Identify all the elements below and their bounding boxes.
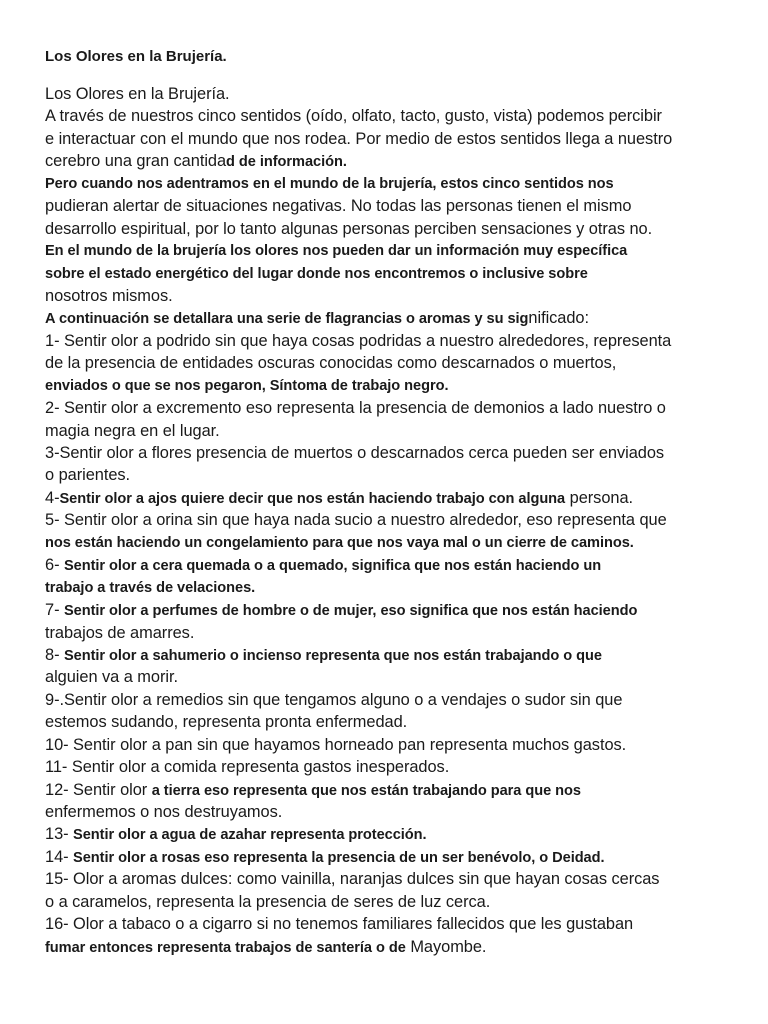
text-line <box>45 734 745 756</box>
bold-text-segment: trabajo a través de velaciones. <box>45 579 256 596</box>
bold-text-segment: sobre el estado energético del lugar donde nos encontremos o inclusive sobre <box>45 265 588 282</box>
text-segment: 10- Sentir olor a pan sin que hayamos horneado pan representa muchos gastos. <box>45 735 627 754</box>
text-segment: 8- <box>45 645 64 664</box>
text-segment: cerebro una gran cantida <box>45 152 227 171</box>
text-line <box>45 240 745 262</box>
text-segment: 14- <box>45 847 74 866</box>
text-line <box>45 263 745 285</box>
document-title: Los Olores en la Brujería. <box>45 48 227 65</box>
text-line <box>45 779 745 801</box>
text-line <box>45 352 745 374</box>
text-segment: 6- <box>45 556 64 575</box>
text-segment: o a caramelos, representa la presencia de seres de luz cerca. <box>45 892 491 911</box>
text-segment: enfermemos o nos destruyamos. <box>45 803 283 821</box>
bold-text-segment: Sentir olor a agua de azahar representa protección. <box>73 827 427 844</box>
text-segment: 11- Sentir olor a comida representa gastos inesperados. <box>45 758 450 777</box>
text-line <box>45 285 745 307</box>
text-segment: magia negra en el lugar. <box>45 421 220 440</box>
bold-text-segment: Sentir olor a sahumerio o incienso representa que nos están trabajando o que <box>63 647 602 664</box>
text-line <box>45 599 745 621</box>
text-segment: estemos sudando, representa pronta enfermedad. <box>45 713 408 732</box>
text-line <box>45 83 745 105</box>
bold-text-segment: d de información. <box>226 154 347 171</box>
text-line <box>45 375 745 397</box>
text-line <box>45 891 745 913</box>
bold-text-segment: nos están haciendo un congelamiento para que nos vaya mal o un cierre de caminos. <box>45 534 634 551</box>
text-line <box>45 307 745 329</box>
text-segment: 3-Sentir olor a flores presencia de muertos o descarnados cerca pueden ser enviados <box>45 444 665 462</box>
text-segment: 5- Sentir olor a orina sin que haya nada sucio a nuestro alrededor, eso representa que <box>45 511 667 530</box>
text-line <box>45 509 745 531</box>
document-body <box>45 83 745 958</box>
text-segment: trabajos de amarres. <box>45 623 195 642</box>
text-line <box>45 330 745 352</box>
text-line <box>45 622 745 644</box>
text-segment: 4- <box>45 488 60 507</box>
bold-text-segment: enviados o que se nos pegaron, Síntoma de trabajo negro. <box>45 377 449 394</box>
text-segment: nificado: <box>528 309 590 328</box>
text-segment: A través de nuestros cinco sentidos (oído, olfato, tacto, gusto, vista) podemos percibir <box>45 107 662 126</box>
text-segment: persona. <box>565 488 634 507</box>
text-line <box>45 150 745 172</box>
text-line <box>45 420 745 442</box>
bold-text-segment: Sentir olor a perfumes de hombre o de mujer, eso significa que nos están haciendo <box>63 603 638 620</box>
text-segment: de la presencia de entidades oscuras conocidas como descarnados o muertos, <box>45 354 617 373</box>
text-line <box>45 801 745 823</box>
text-segment: 2- Sentir olor a excremento eso representa la presencia de demonios a lado nuestro o <box>45 399 666 418</box>
bold-text-segment: Sentir olor a rosas eso representa la presencia de un ser benévolo, o Deidad. <box>73 849 605 866</box>
text-line <box>45 846 745 868</box>
text-segment: 16- Olor a tabaco o a cigarro si no tenemos familiares fallecidos que les gustaban <box>45 915 634 934</box>
text-line <box>45 913 745 935</box>
text-line <box>45 195 745 217</box>
text-line <box>45 689 745 711</box>
bold-text-segment: Sentir olor a cera quemada o a quemado, significa que nos están haciendo un <box>63 558 602 575</box>
text-line <box>45 711 745 733</box>
text-line <box>45 487 745 509</box>
text-line <box>45 554 745 576</box>
text-line <box>45 644 745 666</box>
text-segment: o parientes. <box>45 466 131 485</box>
text-segment: 9-.Sentir olor a remedios sin que tengamos alguno o a vendajes o sudor sin que <box>45 690 623 709</box>
text-line <box>45 105 745 127</box>
text-segment: 7- <box>45 601 64 620</box>
text-segment: 12- Sentir olor <box>45 780 152 799</box>
text-segment: e interactuar con el mundo que nos rodea. Por medio de estos sentidos llega a nuestro <box>45 129 673 148</box>
text-line <box>45 756 745 778</box>
text-segment: desarrollo espiritual, por lo tanto algunas personas perciben sensaciones y otras no. <box>45 219 653 238</box>
text-segment: Los Olores en la Brujería. <box>45 85 230 103</box>
bold-text-segment: Sentir olor a ajos quiere decir que nos están haciendo trabajo con alguna <box>59 490 566 507</box>
text-segment: nosotros mismos. <box>45 286 173 305</box>
text-line <box>45 532 745 554</box>
text-segment: pudieran alertar de situaciones negativas. No todas las personas tienen el mismo <box>45 197 632 216</box>
text-line <box>45 577 745 599</box>
bold-text-segment: En el mundo de la brujería los olores nos pueden dar un información muy específica <box>45 243 628 260</box>
text-line <box>45 868 745 890</box>
text-segment: Mayombe. <box>405 937 487 956</box>
bold-text-segment: a tierra eso representa que nos están trabajando para que nos <box>151 782 581 799</box>
bold-text-segment: Pero cuando nos adentramos en el mundo de la brujería, estos cinco sentidos nos <box>45 175 614 192</box>
text-line <box>45 397 745 419</box>
text-segment: 1- Sentir olor a podrido sin que haya cosas podridas a nuestro alrededores, representa <box>45 331 672 350</box>
text-line <box>45 936 745 958</box>
bold-text-segment: A continuación se detallara una serie de flagrancias o aromas y su sig <box>45 311 529 328</box>
text-line <box>45 823 745 845</box>
text-line <box>45 173 745 195</box>
text-segment: 13- <box>45 825 74 844</box>
text-line <box>45 128 745 150</box>
bold-text-segment: fumar entonces representa trabajos de santería o de <box>45 939 406 956</box>
text-line <box>45 464 745 486</box>
text-segment: alguien va a morir. <box>45 668 178 687</box>
text-segment: 15- Olor a aromas dulces: como vainilla, naranjas dulces sin que hayan cosas cercas <box>45 870 660 889</box>
text-line <box>45 442 745 464</box>
text-line <box>45 666 745 688</box>
text-line <box>45 218 745 240</box>
